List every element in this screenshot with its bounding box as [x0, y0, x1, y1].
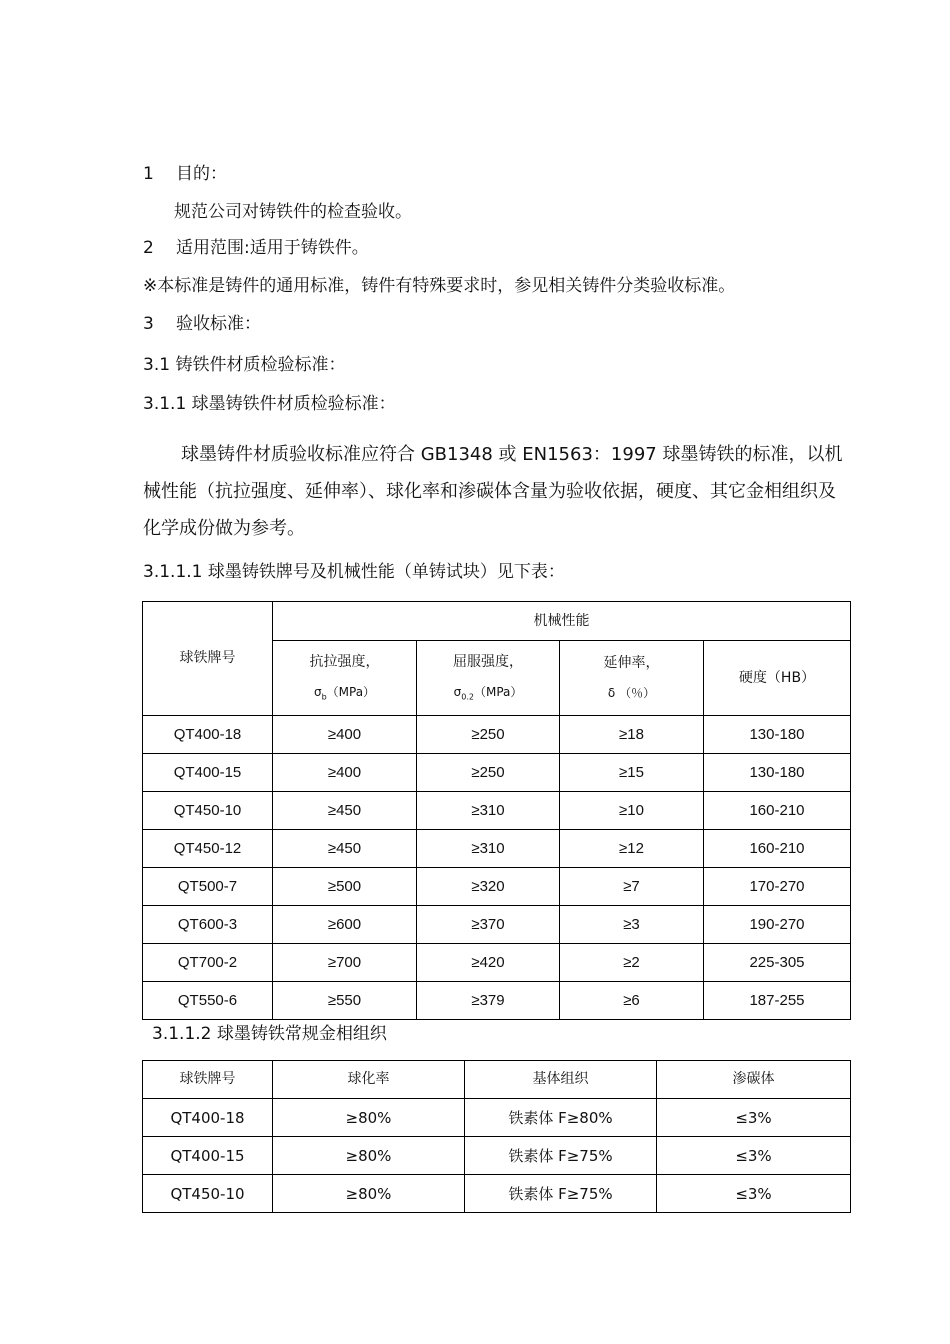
- cell-grade: QT450-10: [143, 792, 273, 830]
- header-hardness: 硬度（HB）: [704, 641, 851, 716]
- cell-elongation: ≥12: [560, 830, 704, 868]
- header-grade: 球铁牌号: [143, 602, 273, 716]
- cell-grade: QT600-3: [143, 906, 273, 944]
- section-1-title: 目的：: [176, 164, 227, 184]
- cell-hardness: 190-270: [704, 906, 851, 944]
- cell-grade: QT500-7: [143, 868, 273, 906]
- cell-grade: QT450-12: [143, 830, 273, 868]
- mechanical-properties-table: [142, 601, 851, 1020]
- cell-hardness: 130-180: [704, 754, 851, 792]
- section-3-1-heading: 3.1 铸铁件材质检验标准：: [143, 355, 346, 375]
- cell-grade: QT400-15: [143, 754, 273, 792]
- paragraph-text: 球墨铸件材质验收标准应符合 GB1348 或 EN1563：1997 球墨铸铁的标准，以机械性能（抗拉强度、延伸率）、球化率和渗碳体含量为验收依据，硬度、其它金相组织及化学成份做为参考。: [143, 444, 843, 539]
- yield-label: 屈服强度，: [453, 654, 523, 671]
- cell-grade: QT550-6: [143, 982, 273, 1020]
- cell-yield: ≥310: [417, 830, 560, 868]
- cell-yield: ≥320: [417, 868, 560, 906]
- cell-cementite: ≤3%: [657, 1137, 851, 1175]
- cell-yield: ≥250: [417, 754, 560, 792]
- header-cementite: 渗碳体: [657, 1061, 851, 1099]
- cell-nodularity: ≥80%: [273, 1137, 465, 1175]
- cell-yield: ≥420: [417, 944, 560, 982]
- section-2-text: 适用范围:适用于铸铁件。: [176, 238, 369, 258]
- table-row: [143, 754, 851, 792]
- tensile-unit: $\sigma_b(MPa)$: [313, 685, 376, 702]
- table-row: [143, 792, 851, 830]
- cell-grade: QT450-10: [143, 1175, 273, 1213]
- cell-yield: ≥379: [417, 982, 560, 1020]
- cell-matrix: 铁素体 F≥80%: [465, 1099, 657, 1137]
- cell-elongation: ≥7: [560, 868, 704, 906]
- cell-elongation: ≥15: [560, 754, 704, 792]
- elongation-label: 延伸率，: [603, 655, 660, 672]
- cell-tensile: ≥550: [273, 982, 417, 1020]
- section-1-number: 1: [143, 164, 154, 184]
- cell-grade: QT400-15: [143, 1137, 273, 1175]
- cell-yield: ≥250: [417, 716, 560, 754]
- header-yield-strength: [417, 641, 560, 716]
- tensile-label: 抗拉强度，: [309, 654, 380, 671]
- section-1-body: 规范公司对铸铁件的检查验收。: [174, 202, 412, 222]
- cell-matrix: 铁素体 F≥75%: [465, 1175, 657, 1213]
- section-3-number: 3: [143, 314, 154, 334]
- elongation-unit: δ （％）: [607, 686, 656, 701]
- table-row: [143, 906, 851, 944]
- header-mechanical-properties: 机械性能: [273, 602, 851, 641]
- cell-grade: QT400-18: [143, 716, 273, 754]
- table-row: [143, 716, 851, 754]
- cell-hardness: 160-210: [704, 792, 851, 830]
- cell-hardness: 170-270: [704, 868, 851, 906]
- cell-yield: ≥310: [417, 792, 560, 830]
- section-2-number: 2: [143, 238, 154, 258]
- cell-matrix: 铁素体 F≥75%: [465, 1137, 657, 1175]
- section-3-1-1-1-heading: 3.1.1.1 球墨铸铁牌号及机械性能（单铸试块）见下表：: [143, 562, 565, 582]
- cell-grade: QT400-18: [143, 1099, 273, 1137]
- cell-tensile: ≥500: [273, 868, 417, 906]
- cell-hardness: 160-210: [704, 830, 851, 868]
- table-row: [143, 982, 851, 1020]
- note-text: ※本标准是铸件的通用标准，铸件有特殊要求时，参见相关铸件分类验收标准。: [143, 276, 736, 296]
- table-row: [143, 944, 851, 982]
- cell-tensile: ≥400: [273, 716, 417, 754]
- table-row: [143, 1137, 851, 1175]
- cell-elongation: ≥6: [560, 982, 704, 1020]
- table-row: [143, 830, 851, 868]
- table-row: [143, 1099, 851, 1137]
- cell-hardness: 187-255: [704, 982, 851, 1020]
- header-matrix: 基体组织: [465, 1061, 657, 1099]
- cell-tensile: ≥400: [273, 754, 417, 792]
- header-tensile-strength: [273, 641, 417, 716]
- cell-grade: QT700-2: [143, 944, 273, 982]
- section-3-title: 验收标准：: [176, 314, 261, 334]
- table-row: [143, 868, 851, 906]
- cell-yield: ≥370: [417, 906, 560, 944]
- cell-elongation: ≥10: [560, 792, 704, 830]
- cell-tensile: ≥600: [273, 906, 417, 944]
- header-grade: 球铁牌号: [143, 1061, 273, 1099]
- table-row: [143, 1175, 851, 1213]
- cell-elongation: ≥3: [560, 906, 704, 944]
- metallographic-table: [142, 1060, 851, 1213]
- cell-tensile: ≥450: [273, 830, 417, 868]
- cell-cementite: ≤3%: [657, 1175, 851, 1213]
- cell-hardness: 225-305: [704, 944, 851, 982]
- cell-nodularity: ≥80%: [273, 1175, 465, 1213]
- cell-cementite: ≤3%: [657, 1099, 851, 1137]
- cell-nodularity: ≥80%: [273, 1099, 465, 1137]
- cell-elongation: ≥18: [560, 716, 704, 754]
- cell-elongation: ≥2: [560, 944, 704, 982]
- cell-tensile: ≥450: [273, 792, 417, 830]
- section-3-1-1-2-heading: 3.1.1.2 球墨铸铁常规金相组织: [152, 1024, 387, 1044]
- yield-unit: $\sigma_{0.2}(MPa)$: [453, 685, 523, 702]
- section-3-1-1-heading: 3.1.1 球墨铸铁件材质检验标准：: [143, 394, 396, 414]
- standard-paragraph: [143, 436, 853, 547]
- cell-tensile: ≥700: [273, 944, 417, 982]
- header-elongation: [560, 641, 704, 716]
- cell-hardness: 130-180: [704, 716, 851, 754]
- header-nodularity: 球化率: [273, 1061, 465, 1099]
